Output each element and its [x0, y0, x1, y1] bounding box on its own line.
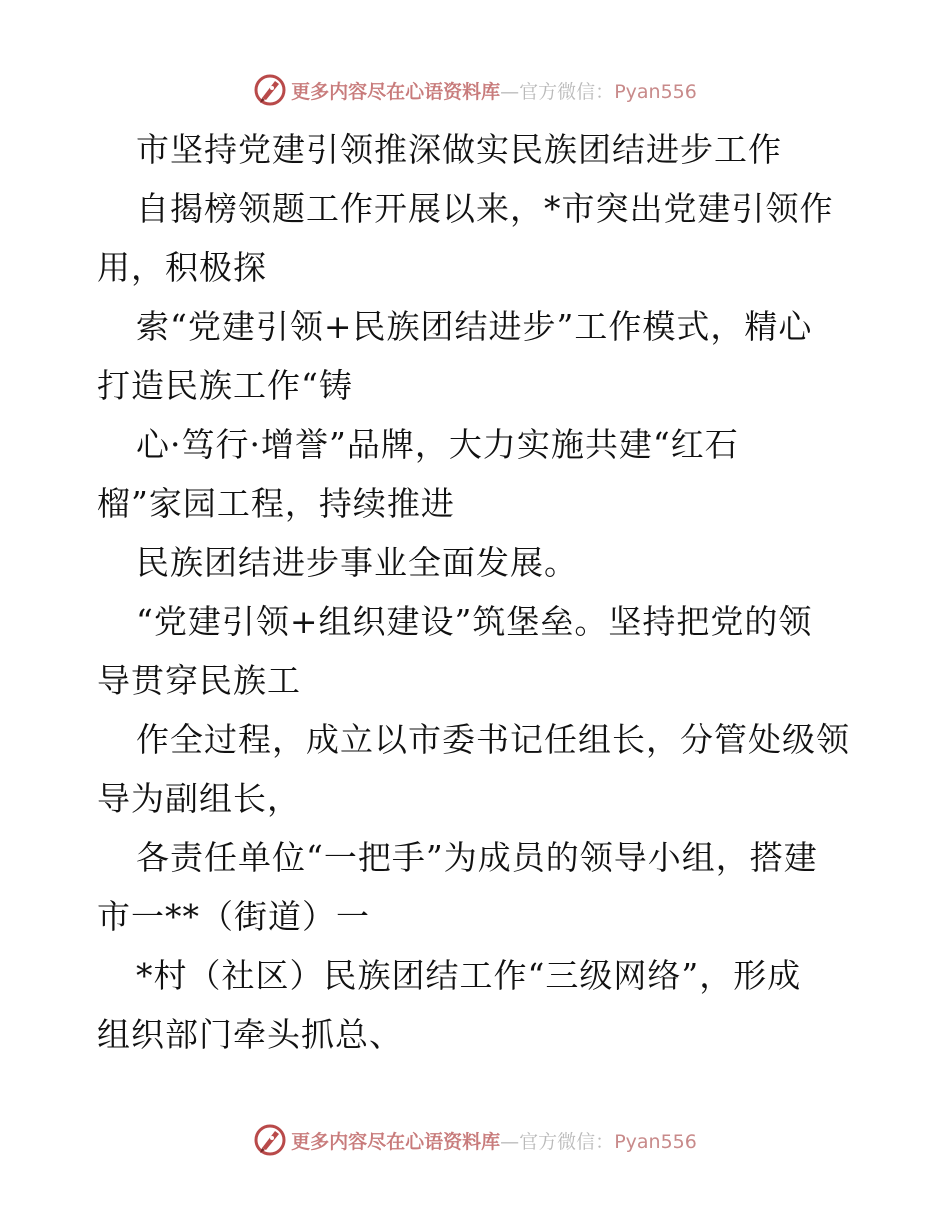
- footer-watermark: [0, 1118, 950, 1162]
- watermark-text: [291, 1127, 697, 1154]
- paragraph-line: 组织部门牵头抓总、: [97, 1015, 403, 1054]
- paragraph-line: 索“党建引领+民族团结进步”工作模式，精心: [136, 307, 813, 346]
- paragraph-line: 心·笃行·增誉”品牌，大力实施共建“红石: [136, 425, 739, 464]
- paragraph-line: 导为副组长，: [97, 779, 301, 818]
- paragraph-line: 榴”家园工程，持续推进: [97, 484, 455, 523]
- paragraph-line: 市一**（街道）一: [97, 897, 370, 936]
- paragraph-line: 打造民族工作“铸: [97, 366, 353, 405]
- watermark-id: Pyan556: [614, 1130, 697, 1153]
- paragraph-line: 各责任单位“一把手”为成员的领导小组，搭建: [136, 838, 818, 877]
- watermark-label: 官方微信：: [519, 1130, 615, 1153]
- paragraph-line: 自揭榜领题工作开展以来，*市突出党建引领作: [136, 189, 834, 228]
- watermark-separator: —: [500, 80, 520, 103]
- watermark-brand: 更多内容尽在心语资料库: [291, 1130, 501, 1153]
- watermark-separator: —: [500, 1130, 520, 1153]
- watermark-id: Pyan556: [614, 80, 697, 103]
- paragraph-line: 作全过程，成立以市委书记任组长，分管处级领: [136, 720, 850, 759]
- quill-logo-icon: [253, 1123, 287, 1157]
- quill-logo-icon: [253, 73, 287, 107]
- paragraph-line: 民族团结进步事业全面发展。: [136, 543, 578, 582]
- paragraph-line: *村（社区）民族团结工作“三级网络”，形成: [136, 956, 802, 995]
- paragraph-line: “党建引领+组织建设”筑堡垒。坚持把党的领: [136, 602, 813, 641]
- paragraph-line: 导贯穿民族工: [97, 661, 301, 700]
- paragraph-line: 用，积极探: [97, 248, 267, 287]
- document-title: 市坚持党建引领推深做实民族团结进步工作: [136, 130, 782, 169]
- watermark-text: [291, 77, 697, 104]
- header-watermark: [0, 68, 950, 112]
- watermark-label: 官方微信：: [519, 80, 615, 103]
- watermark-brand: 更多内容尽在心语资料库: [291, 80, 501, 103]
